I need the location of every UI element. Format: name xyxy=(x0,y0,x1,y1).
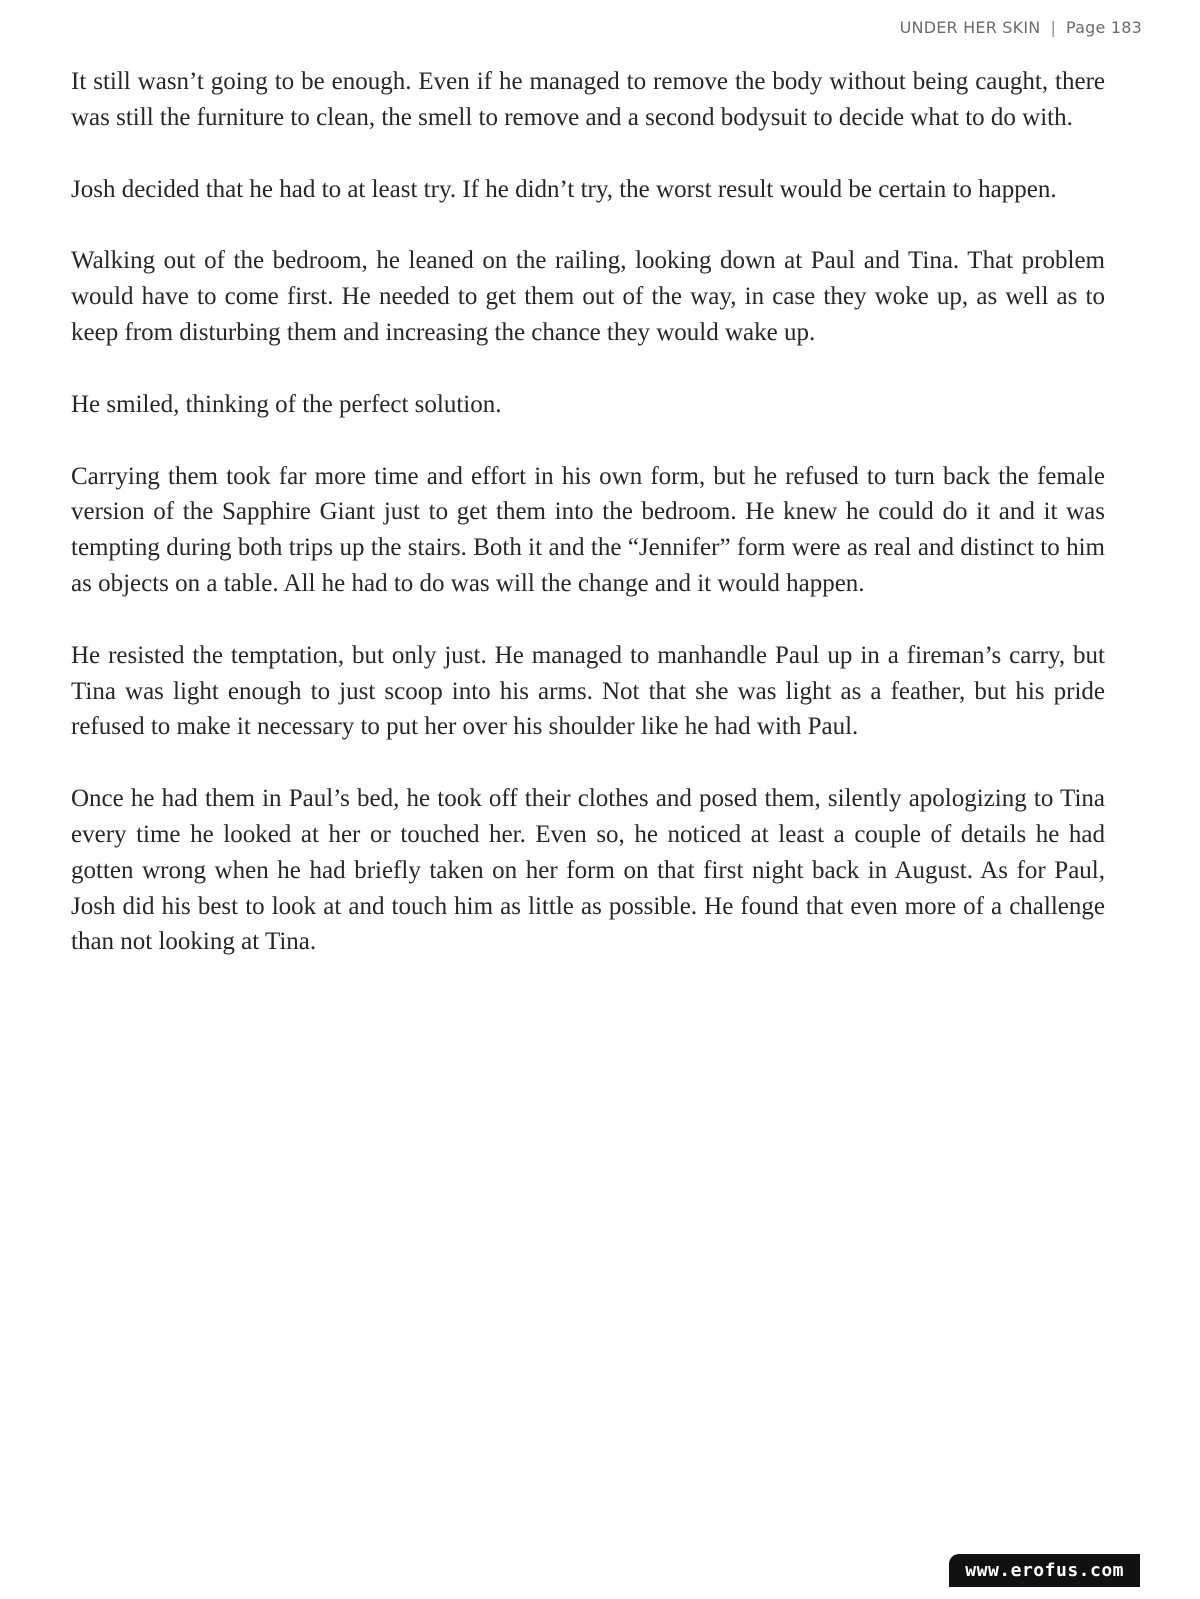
paragraph-2: Josh decided that he had to at least try. If he didn’t try, the worst result would be certain to happen. xyxy=(71,175,1057,203)
paragraph-3: Walking out of the bedroom, he leaned on the railing, looking down at Paul and Tina. That problem would have to come first. He needed to get them out of the way, in case they woke up, as well as to keep from disturbing them and increasing the chance they would wake up. xyxy=(71,247,1105,346)
page-body xyxy=(71,64,1105,996)
header-separator: | xyxy=(1050,18,1057,37)
watermark: www.erofus.com xyxy=(949,1554,1140,1587)
paragraph-6: He resisted the temptation, but only just. He managed to manhandle Paul up in a fireman’s carry, but Tina was light enough to just scoop into his arms. Not that she was light as a feather, but his pride refused to make it necessary to put her over his shoulder like he had with Paul. xyxy=(71,641,1105,741)
paragraph-5: Carrying them took far more time and effort in his own form, but he refused to turn back the female version of the Sapphire Giant just to get them into the bedroom. He knew he could do it and it was tempting during both trips up the stairs. Both it and the “Jennifer” form were as real and distinct to him as objects on a table. All he had to do was will the change and it would happen. xyxy=(71,462,1105,597)
page-number: Page 183 xyxy=(1066,18,1142,37)
running-header xyxy=(900,18,1142,37)
paragraph-7: Once he had them in Paul’s bed, he took off their clothes and posed them, silently apologizing to Tina every time he looked at her or touched her. Even so, he noticed at least a couple of details he had gotten wrong when he had briefly taken on her form on that first night back in August. As for Paul, Josh did his best to look at and touch him as little as possible. He found that even more of a challenge than not looking at Tina. xyxy=(71,785,1105,956)
book-title: UNDER HER SKIN xyxy=(899,18,1041,37)
paragraph-1: It still wasn’t going to be enough. Even if he managed to remove the body without being caught, there was still the furniture to clean, the smell to remove and a second bodysuit to decide what to do with. xyxy=(71,68,1105,131)
paragraph-4: He smiled, thinking of the perfect solution. xyxy=(71,390,502,418)
